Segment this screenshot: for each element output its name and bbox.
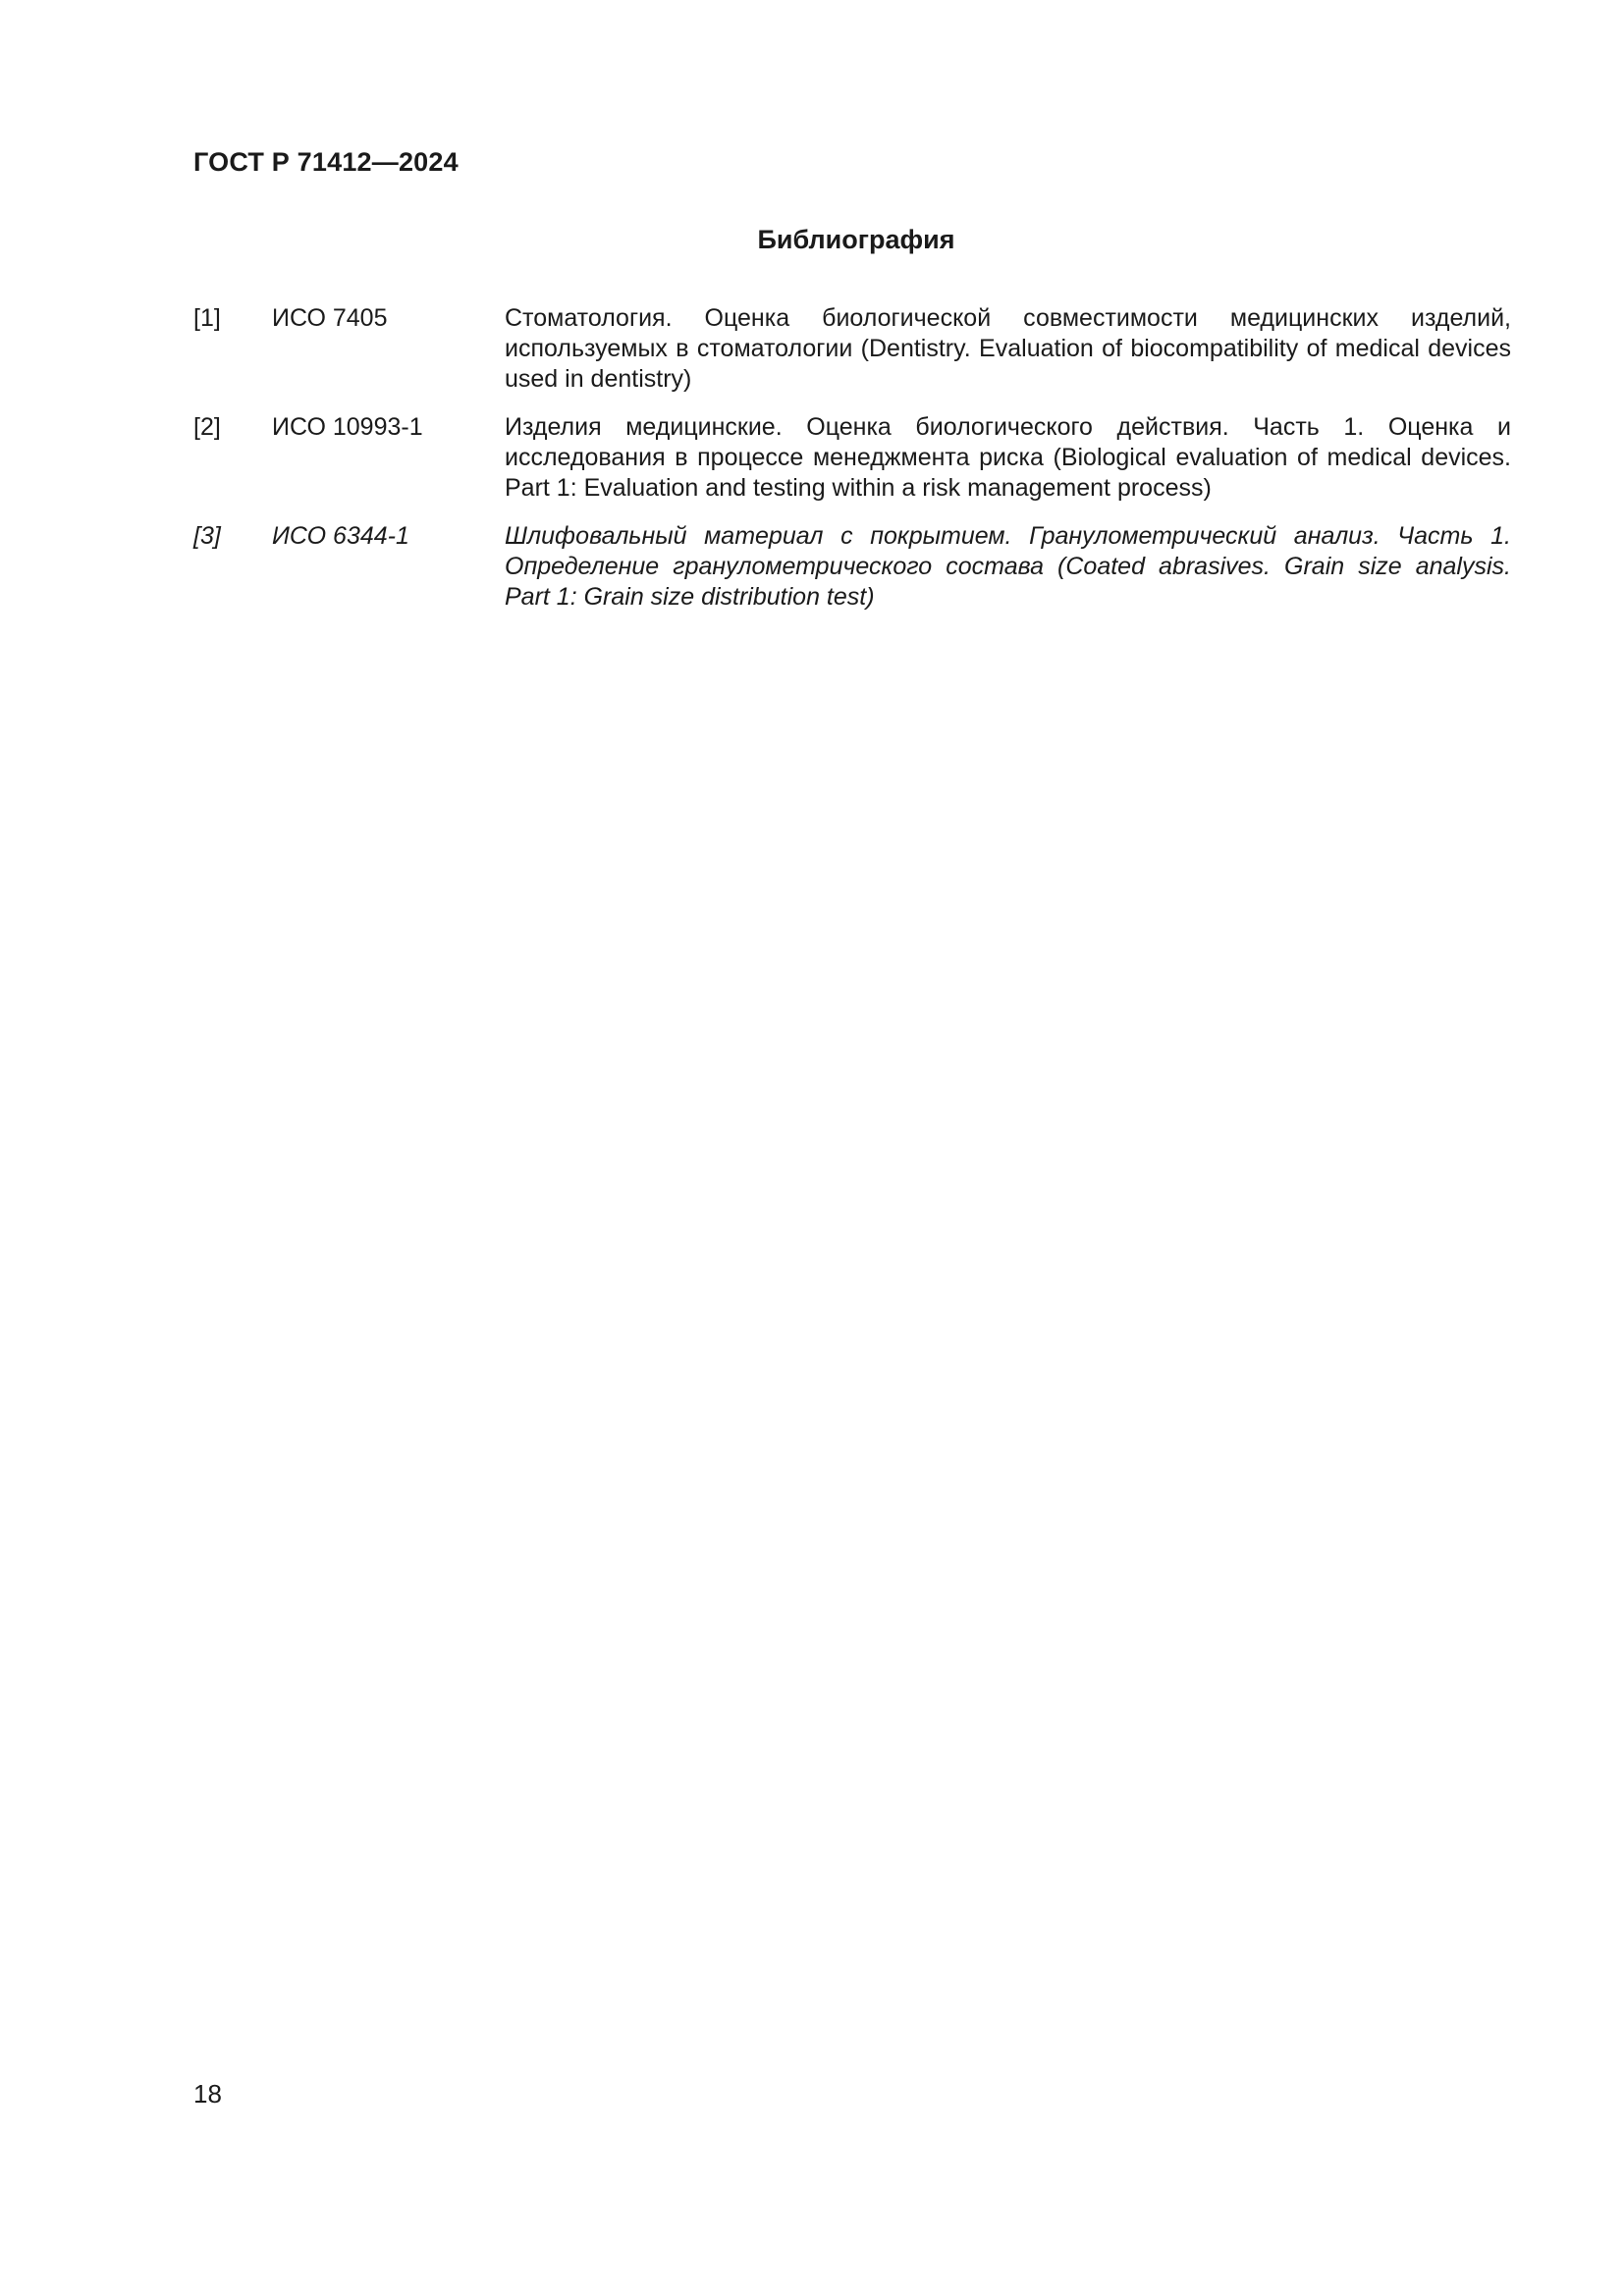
document-header: ГОСТ Р 71412—2024 (193, 147, 459, 177)
page-number: 18 (193, 2079, 222, 2109)
entry-title: Стоматология. Оценка биологической совместимости медицинских изделий, используемых в стоматологии (Dentistry. Evaluation of biocompatibility of medical devices used in dentistry) (505, 304, 1511, 393)
entry-standard-code: ИСО 10993-1 (272, 413, 423, 441)
entry-standard-code: ИСО 6344-1 (272, 522, 409, 550)
entry-number: [1] (193, 304, 221, 332)
bibliography-entry-3 (193, 521, 1511, 613)
entry-title: Шлифовальный материал с покрытием. Гранулометрический анализ. Часть 1. Определение гранулометрического состава (Coated abrasives. Grain size analysis. Part 1: Grain size distribution test) (505, 522, 1511, 611)
entry-number: [2] (193, 413, 221, 441)
entry-standard-code: ИСО 7405 (272, 304, 388, 332)
bibliography-list (193, 303, 1511, 630)
bibliography-entry-1 (193, 303, 1511, 395)
bibliography-title: Библиография (757, 225, 955, 254)
entry-title: Изделия медицинские. Оценка биологического действия. Часть 1. Оценка и исследования в процессе менеджмента риска (Biological evaluation of medical devices. Part 1: Evaluation and testing within a risk management process) (505, 413, 1511, 502)
bibliography-entry-2 (193, 412, 1511, 504)
entry-number: [3] (193, 522, 221, 550)
